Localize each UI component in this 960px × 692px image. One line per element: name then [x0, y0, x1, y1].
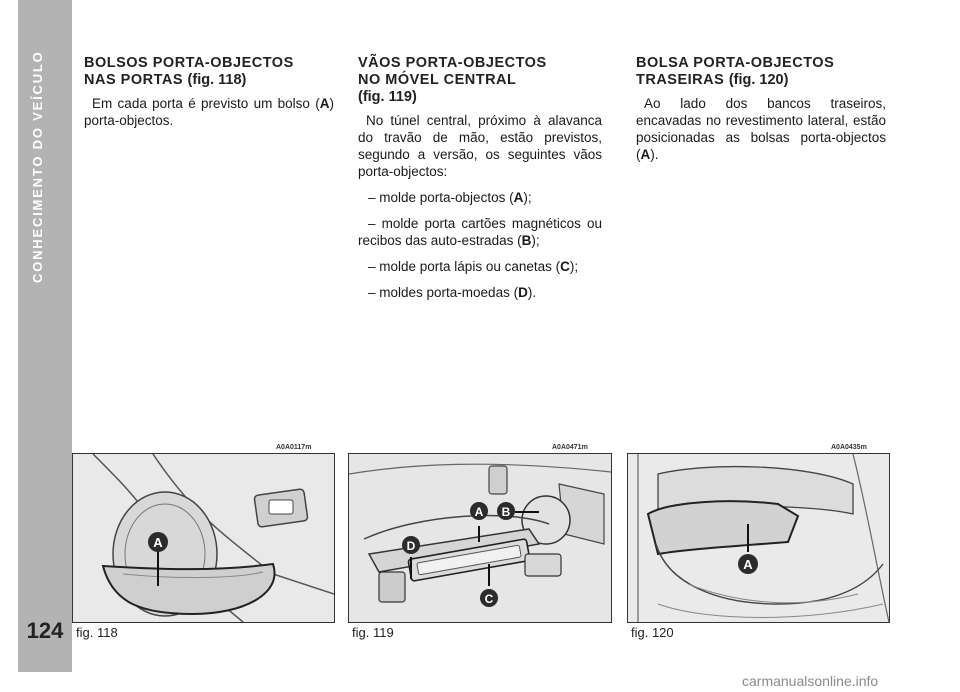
heading-door-pockets: BOLSOS PORTA-OBJECTOS NAS PORTAS (fig. 118)	[84, 55, 294, 88]
central-console-illustration	[349, 454, 611, 622]
heading-central-console: VÃOS PORTA-OBJECTOS NO MÓVEL CENTRAL (fig. 119)	[358, 55, 547, 105]
figure-caption: fig. 119	[352, 625, 394, 640]
page-number: 124	[26, 618, 64, 643]
figure-code: A0A0471m	[552, 444, 588, 451]
list-item: – molde porta lápis ou canetas (C);	[368, 259, 579, 274]
figure-caption: fig. 120	[631, 625, 674, 640]
figure-120	[627, 453, 890, 623]
paragraph: Ao lado dos bancos traseiros, encavadas no revestimento lateral, estão posicionadas as bolsas porta-objectos (A).	[636, 96, 886, 162]
watermark: carmanualsonline.info	[742, 673, 879, 689]
column-door-pockets	[84, 55, 334, 138]
label-b: A	[474, 505, 484, 519]
figure-118	[72, 453, 335, 623]
heading-rear-pockets: BOLSA PORTA-OBJECTOS TRASEIRAS (fig. 120)	[636, 55, 835, 88]
list-item: – moldes porta-moedas (D).	[368, 285, 537, 300]
figure-code: A0A0117m	[276, 444, 312, 451]
figure-119	[348, 453, 612, 623]
section-title: CONHECIMENTO DO VEÍCULO	[30, 50, 45, 283]
figure-code: A0A0435m	[831, 444, 867, 451]
column-rear-pockets	[636, 55, 886, 172]
label-c: C	[484, 592, 494, 606]
paragraph: No túnel central, próximo à alavanca do travão de mão, estão previstos, segundo a versão, os seguintes vãos porta-objectos:	[358, 113, 602, 179]
rear-pocket-illustration	[628, 454, 889, 622]
figure-caption: fig. 118	[76, 625, 118, 640]
paragraph: Em cada porta é previsto um bolso (A) porta-objectos.	[84, 96, 334, 128]
label-a: A	[743, 557, 753, 572]
list-item: – molde porta cartões magnéticos ou recibos das auto-estradas (B);	[358, 216, 602, 248]
label-d: D	[406, 539, 416, 553]
label-a: B	[501, 505, 511, 519]
door-pocket-illustration	[73, 454, 334, 622]
fig-ref: (fig. 118)	[187, 72, 247, 88]
fig-ref: (fig. 120)	[728, 72, 789, 88]
column-central-console	[358, 55, 602, 310]
fig-ref: (fig. 119)	[358, 89, 417, 105]
list-item: – molde porta-objectos (A);	[368, 190, 532, 205]
label-a: A	[153, 535, 163, 550]
